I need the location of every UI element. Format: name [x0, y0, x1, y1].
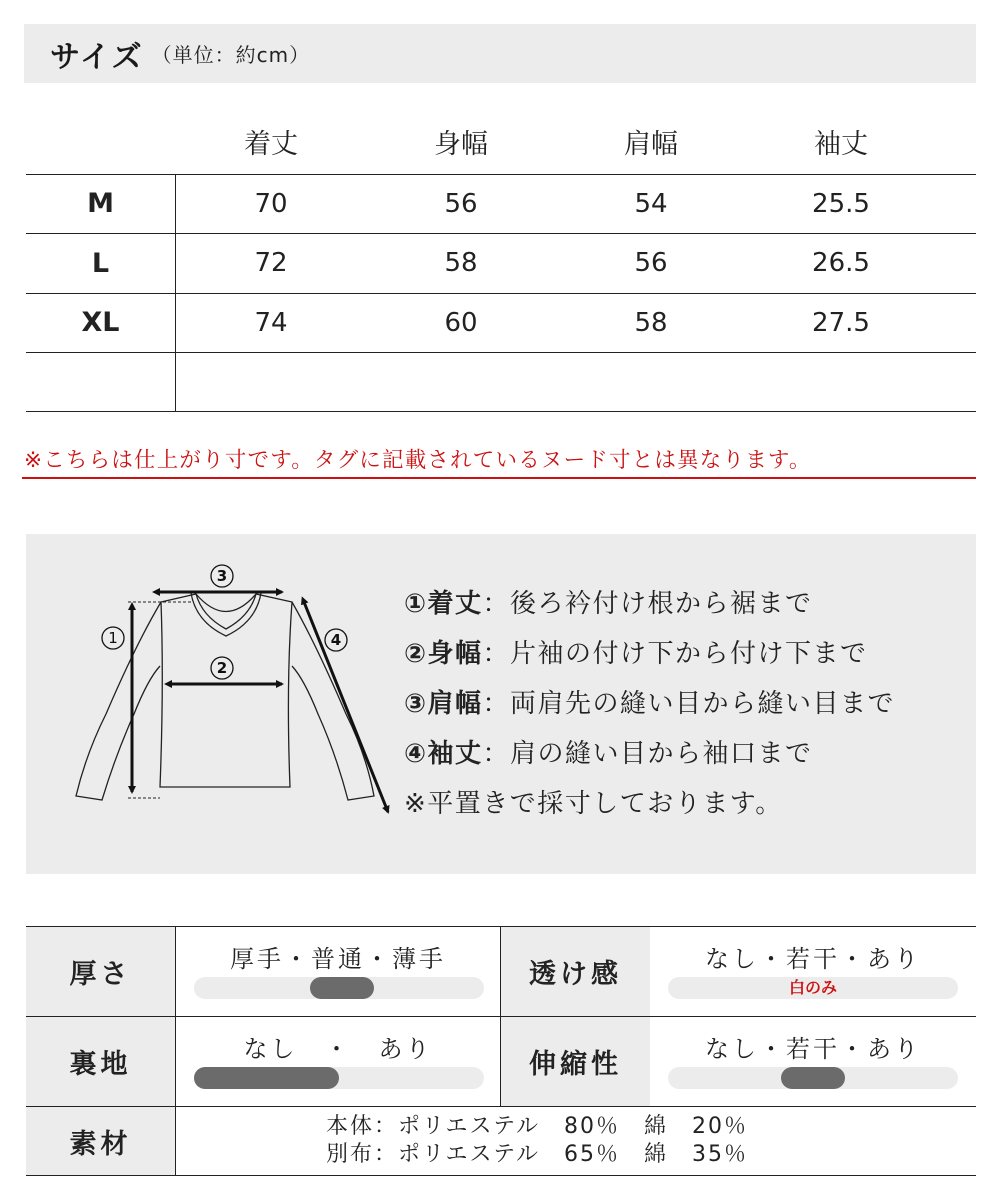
table-cell	[176, 353, 366, 411]
legend-description: ：片袖の付け下から付け下まで	[482, 639, 868, 669]
table-row	[26, 233, 976, 293]
legend-item	[404, 734, 895, 784]
finished-size-note: ※こちらは仕上がり寸です。タグに記載されているヌード寸とは異なります。	[22, 443, 976, 479]
shirt-measurement-diagram	[46, 554, 416, 854]
table-cell: 26.5	[812, 248, 870, 279]
table-cell: 25.5	[812, 188, 870, 219]
measurement-diagram-panel	[26, 534, 976, 874]
table-row	[26, 174, 976, 234]
size-label: L	[26, 234, 176, 293]
size-label	[26, 353, 176, 411]
size-label: M	[26, 175, 176, 234]
legend-number: ①	[404, 589, 428, 619]
attribute-label-material: 素材	[26, 1107, 176, 1175]
stretch-indicator	[781, 1067, 845, 1089]
attribute-thickness	[176, 927, 500, 1016]
attribute-label-stretch: 伸縮性	[500, 1017, 650, 1106]
legend-term: 身幅	[427, 639, 483, 669]
table-cell: 70	[254, 188, 288, 219]
legend-description: ：肩の縫い目から袖口まで	[482, 739, 813, 769]
attribute-stretch	[650, 1017, 976, 1106]
marker-2: 2	[216, 659, 228, 677]
legend-term: 袖丈	[427, 739, 483, 769]
table-cell: 74	[254, 307, 288, 338]
attribute-row-material	[26, 1107, 976, 1176]
material-line-body: 本体：ポリエステル 80％ 綿 20％	[326, 1114, 749, 1139]
material-line-accent: 別布：ポリエステル 65％ 綿 35％	[326, 1142, 749, 1167]
size-label: XL	[26, 294, 176, 353]
table-cell	[746, 353, 936, 411]
marker-1: 1	[108, 629, 118, 647]
size-table-header	[26, 114, 976, 174]
attribute-lining	[176, 1017, 500, 1106]
table-row-empty	[26, 352, 976, 412]
transparency-options: なし・若干・あり	[705, 945, 921, 973]
header-corner	[26, 114, 176, 174]
size-table	[26, 114, 976, 412]
lining-scale	[194, 1067, 484, 1089]
table-cell: 58	[634, 307, 668, 338]
thickness-scale	[194, 977, 484, 999]
stretch-options: なし・若干・あり	[705, 1035, 921, 1063]
legend-item	[404, 634, 895, 684]
attribute-row	[26, 927, 976, 1017]
shirt-outline-icon	[76, 593, 374, 800]
measurement-legend	[404, 584, 895, 834]
table-cell: 58	[444, 248, 478, 279]
table-cell: 56	[444, 188, 478, 219]
attribute-transparency	[650, 927, 976, 1016]
legend-term: 肩幅	[427, 689, 483, 719]
page-title: サイズ	[50, 39, 144, 75]
attribute-row	[26, 1017, 976, 1107]
legend-term: 着丈	[427, 589, 483, 619]
transparency-note: 白のみ	[788, 978, 837, 997]
lining-indicator	[194, 1067, 339, 1089]
column-header: 肩幅	[624, 129, 678, 161]
column-header: 着丈	[244, 129, 298, 161]
table-cell	[366, 353, 556, 411]
marker-4: 4	[330, 631, 342, 649]
table-cell: 54	[634, 188, 668, 219]
table-cell	[556, 353, 746, 411]
unit-label: （単位：約cm）	[151, 43, 311, 67]
table-cell: 60	[444, 307, 478, 338]
legend-number: ②	[404, 639, 428, 669]
legend-number: ④	[404, 739, 428, 769]
legend-footnote: ※平置きで採寸しております。	[404, 789, 783, 819]
thickness-indicator	[310, 977, 374, 999]
column-header: 袖丈	[814, 129, 868, 161]
fabric-attributes-table	[26, 926, 976, 1176]
legend-number: ③	[404, 689, 428, 719]
legend-item	[404, 684, 895, 734]
section-title-bar	[24, 24, 976, 83]
column-header: 身幅	[434, 129, 488, 161]
table-row	[26, 293, 976, 353]
stretch-scale	[668, 1067, 958, 1089]
attribute-label-transparency: 透け感	[500, 927, 650, 1016]
attribute-label-lining: 裏地	[26, 1017, 176, 1106]
transparency-scale	[668, 977, 958, 999]
legend-item	[404, 584, 895, 634]
material-composition	[176, 1107, 976, 1175]
lining-options: なし ・ あり	[243, 1035, 433, 1063]
attribute-label-thickness: 厚さ	[26, 927, 176, 1016]
arrow-sleeve	[304, 602, 388, 812]
table-cell: 56	[634, 248, 668, 279]
marker-3: 3	[216, 567, 228, 585]
thickness-options: 厚手・普通・薄手	[230, 945, 446, 973]
legend-description: ：両肩先の縫い目から縫い目まで	[482, 689, 896, 719]
legend-description: ：後ろ衿付け根から裾まで	[482, 589, 813, 619]
table-cell: 72	[254, 248, 288, 279]
table-cell: 27.5	[812, 307, 870, 338]
